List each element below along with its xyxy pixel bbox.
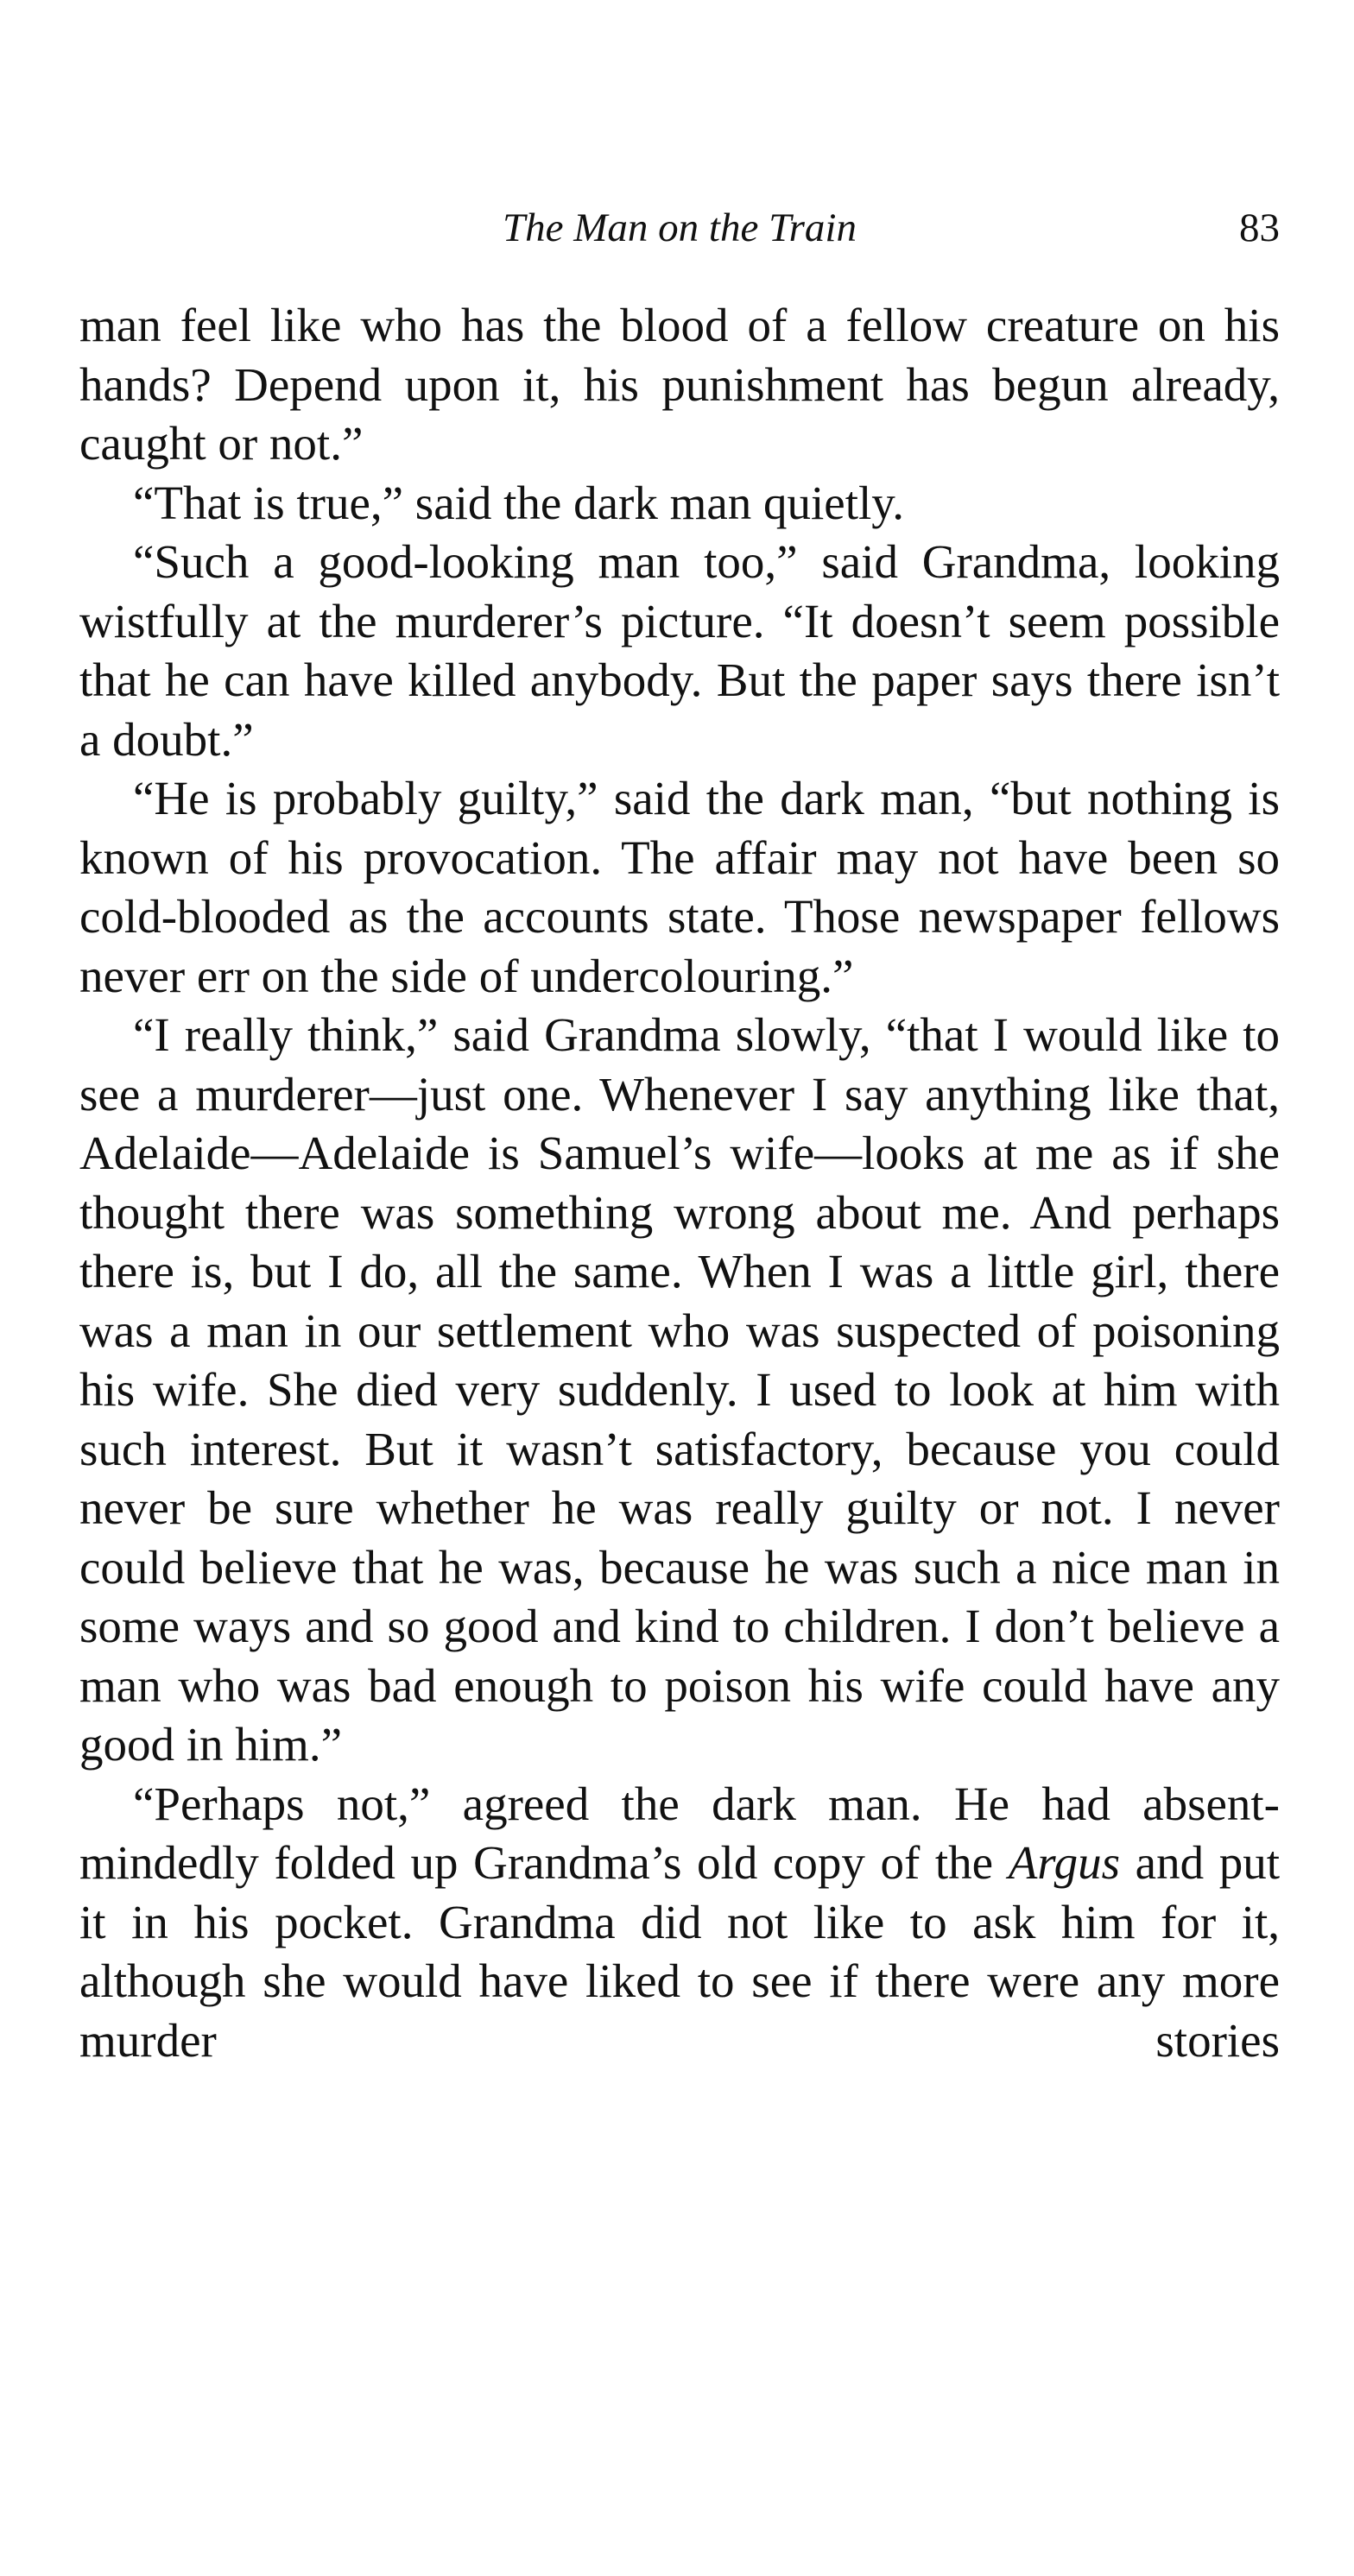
body-text bbox=[79, 296, 1280, 2070]
book-page bbox=[79, 0, 1280, 2576]
paragraph: man feel like who has the blood of a fellow creature on his hands? Depend upon it, his punishment has begun already, caught or not.” bbox=[79, 299, 1280, 470]
paragraph-text: “Perhaps not,” agreed the dark man. He had absent-mindedly folded up Grandma’s old copy of the bbox=[79, 1777, 1280, 1889]
paragraph-text: and put it in his pocket. Grandma did not like to ask him for it, although she would have liked to see if there were any more murder stories bbox=[79, 1836, 1280, 2067]
running-head bbox=[79, 200, 1280, 256]
paragraph bbox=[79, 1775, 1280, 2071]
paragraph: “He is probably guilty,” said the dark man, “but nothing is known of his provocation. The affair may not have been so cold-blooded as the accounts state. Those newspaper fellows never err on the side of undercolouring.” bbox=[79, 772, 1280, 1002]
newspaper-title: Argus bbox=[1008, 1836, 1121, 1889]
page-number: 83 bbox=[1239, 205, 1280, 250]
paragraph: “I really think,” said Grandma slowly, “that I would like to see a murderer—just one. Whenever I say anything like that, Adelaide—Adelaide is Samuel’s wife—looks at me as if she thought there was something wrong about me. And perhaps there is, but I do, all the same. When I was a little girl, there was a man in our settlement who was suspected of poisoning his wife. She died very suddenly. I used to look at him with such interest. But it wasn’t satisfactory, because you could never be sure whether he was really guilty or not. I never could believe that he was, because he was such a nice man in some ways and so good and kind to children. I don’t believe a man who was bad enough to poison his wife could have any good in him.” bbox=[79, 1008, 1280, 1771]
paragraph: “That is true,” said the dark man quietly. bbox=[133, 476, 904, 529]
paragraph: “Such a good-looking man too,” said Grandma, looking wistfully at the murderer’s picture. “It doesn’t seem possible that he can have killed anybody. But the paper says there isn’t a doubt.” bbox=[79, 535, 1280, 766]
running-title: The Man on the Train bbox=[503, 205, 857, 250]
